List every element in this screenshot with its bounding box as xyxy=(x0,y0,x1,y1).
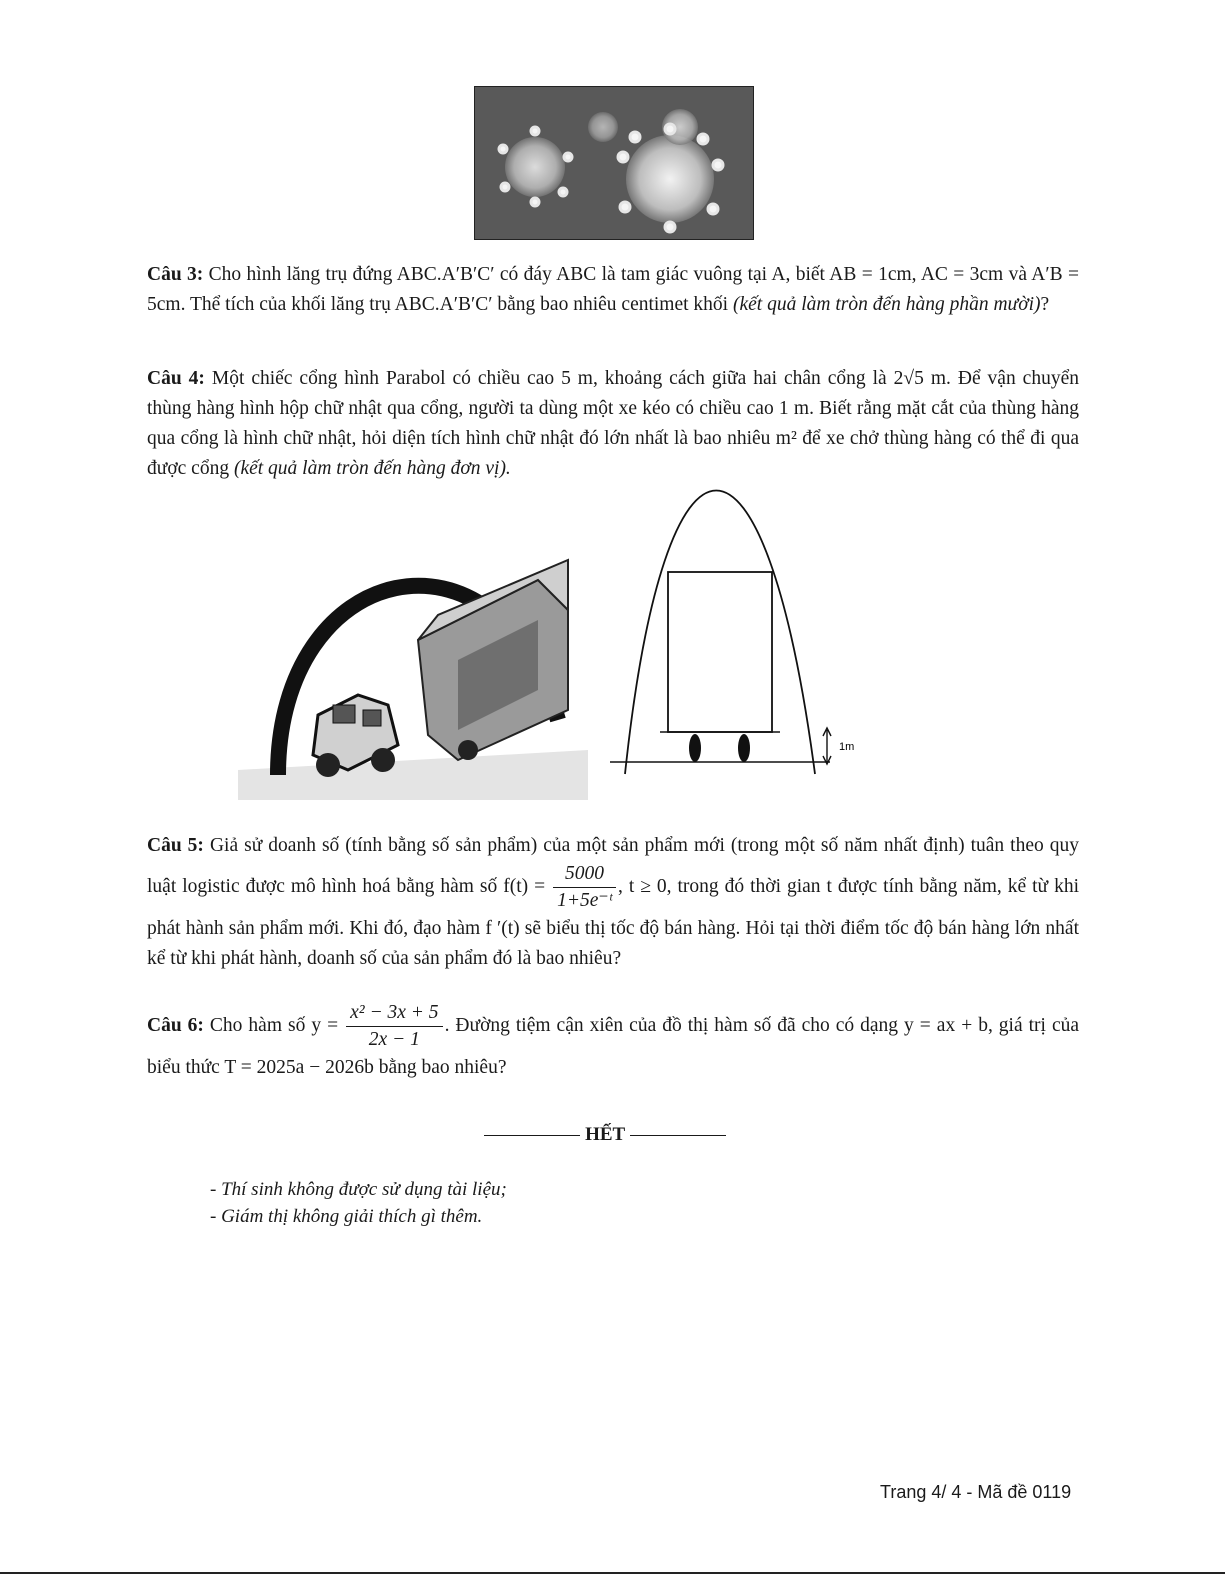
question-4-label: Câu 4: xyxy=(147,368,205,389)
question-3-text: Cho hình lăng trụ đứng ABC.A′B′C′ có đáy ABC là tam giác vuông tại A, biết AB = 1cm, AC = 3cm và A′B = 5cm. Thể tích của khối lăng trụ ABC.A′B′C′ bằng bao nhiêu centimet khối xyxy=(147,264,1080,315)
question-3-label: Câu 3: xyxy=(147,264,204,285)
question-6-text-after: . Đường tiệm cận xiên của đồ thị hàm số đã cho có dạng y = ax + b, giá trị của biểu thức T = 2025a − 2026b bằng bao nhiêu? xyxy=(147,1014,1080,1078)
question-4-note: (kết quả làm tròn đến hàng đơn vị). xyxy=(233,458,511,479)
question-3-note: (kết quả làm tròn đến hàng phần mười) xyxy=(732,294,1041,315)
arch-truck-photo xyxy=(238,520,588,800)
parabola-gate-diagram xyxy=(605,486,860,786)
note-item: - Thí sinh không được sử dụng tài liệu; xyxy=(210,1179,507,1200)
bottom-rule xyxy=(0,1572,1225,1574)
question-6-text-before: Cho hàm số y = xyxy=(209,1014,339,1036)
end-mark xyxy=(470,1124,740,1146)
end-mark-right-rule xyxy=(630,1135,726,1136)
function-denominator: 2x − 1 xyxy=(368,1029,420,1050)
page-footer: Trang 4/ 4 - Mã đề 0119 xyxy=(880,1482,1072,1502)
question-5-text-after: , t ≥ 0, trong đó thời gian t được tính bằng năm, kể từ khi phát hành sản phẩm mới. Khi đó, đạo hàm f ′(t) sẽ biểu thị tốc độ bán hàng. Hỏi tại thời điểm tốc độ bán hàng lớn nhất kể từ khi phát hành, doanh số của sản phẩm đó là bao nhiêu? xyxy=(147,875,1080,969)
parabola-diagram-svg xyxy=(605,486,860,786)
question-4 xyxy=(147,364,1079,484)
arch-truck-illustration xyxy=(238,520,588,800)
question-5 xyxy=(147,831,1079,974)
virus-illustration xyxy=(475,87,753,239)
question-3-end: ? xyxy=(1040,294,1050,315)
logistic-fraction xyxy=(553,861,616,914)
height-label: 1m xyxy=(839,741,855,753)
note-item: - Giám thị không giải thích gì thêm. xyxy=(210,1206,483,1227)
logistic-denominator: 1+5e⁻ᵗ xyxy=(557,890,612,911)
question-6 xyxy=(147,1000,1079,1083)
question-5-text-before: Giả sử doanh số (tính bằng số sản phẩm) của một sản phẩm mới (trong một số năm nhất định) tuân theo quy luật logistic được mô hình hoá bằng hàm số f(t) = xyxy=(147,835,1079,897)
question-3 xyxy=(147,260,1079,320)
question-4-text: Một chiếc cổng hình Parabol có chiều cao 5 m, khoảng cách giữa hai chân cổng là 2√5 m. Để vận chuyển thùng hàng hình hộp chữ nhật qua cổng, người ta dùng một xe kéo có chiều cao 1 m. Biết rằng mặt cắt của thùng hàng qua cổng là hình chữ nhật, hỏi diện tích hình chữ nhật đó lớn nhất là bao nhiêu m² để xe chở thùng hàng có thể đi qua được cổng xyxy=(147,368,1079,479)
question-6-label: Câu 6: xyxy=(147,1014,204,1036)
virus-photo xyxy=(474,86,754,240)
end-mark-text: HẾT xyxy=(585,1124,625,1145)
function-numerator: x² − 3x + 5 xyxy=(346,1000,442,1027)
end-mark-left-rule xyxy=(484,1135,580,1136)
exam-notes xyxy=(210,1176,507,1230)
question-5-label: Câu 5: xyxy=(147,835,204,856)
function-fraction xyxy=(346,1000,442,1053)
logistic-numerator: 5000 xyxy=(553,861,616,888)
